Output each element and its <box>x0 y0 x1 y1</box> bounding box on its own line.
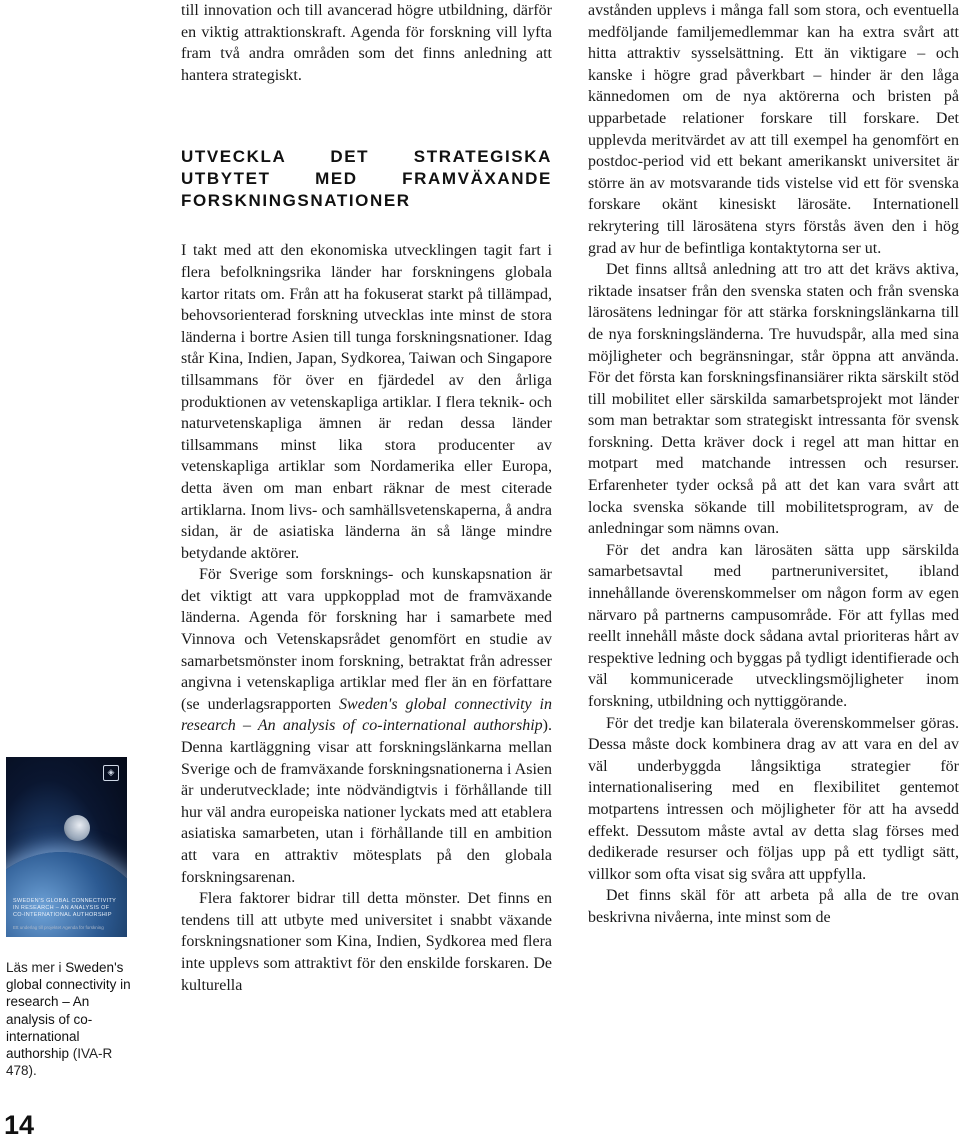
body-paragraph: Det finns skäl för att arbeta på alla de tre ovan beskrivna nivåerna, inte minst som de <box>588 887 959 926</box>
body-paragraph: Det finns alltså anledning att tro att det krävs aktiva, riktade insatser från den svenska staten och från svenska lärosätens ledningar för att stärka forskningslänkarna till de nya forskningsländerna. Tre huvudspår, alla med sina möjligheter och begränsningar, står öppna att använda. För det första kan forskningsfinansiärer rikta särskilt stöd till mobilitet eller särskilda samarbetsprojekt mot länder som man betraktar som strategiskt intressanta för svensk forskning. Detta kräver dock i regel att man hittar en motpart med matchande intressen och resurser. Erfarenheter tyder också på att det kan vara svårt att locka svenska sökande till mobilitetsprogram, av de anledningar som nämns ovan. <box>588 261 959 538</box>
cover-title-line: CO-INTERNATIONAL AUTHORSHIP <box>13 912 112 918</box>
caption-suffix: (IVA-R 478). <box>6 1046 113 1079</box>
sidebar-caption <box>6 959 131 1079</box>
cover-title <box>13 898 121 919</box>
report-cover-image <box>6 757 127 937</box>
report-title-italic: Sweden's global connectivity in research – An analysis of co-international authorship <box>181 695 552 735</box>
paragraph-text: ). Denna kartläggning visar att forskningslänkarna mellan Sverige och de framväxande forskningsnationerna i Asien är underutvecklade; inte nödvändigtvis i förhållande till hur väl andra europeiska nationer lyckats med att etablera asiatiska samarbeten, utan i förhållande till en ambition att vara en attraktiv mötesplats på den globala forskningsarenan. <box>181 717 552 886</box>
body-paragraph: För det tredje kan bilaterala överenskommelser göras. Dessa måste dock kombinera drag av att vara en del av väl underbyggda långsiktiga strategier för internationalisering med en flexibilitet gentemot motpartens intressen och möjligheter för att ha avsedd effekt. Dessutom måste avtal av detta slag förses med dedikerade resurser och följas upp på ett tydligt sätt, villkor som ofta visat sig svåra att uppfylla. <box>588 714 959 883</box>
body-paragraph: avstånden upplevs i många fall som stora, och eventuella medföljande familjemedlemmar kan ha extra svårt att hitta attraktiv sysselsättning. Ett än viktigare – och kanske i högre grad påverkbart – hinder är den låga kännedomen om de nya aktörerna och bristen på upparbetade relationer forskare till forskare. Det upplevda meritvärdet av att till exempel ha genomfört en postdoc-period vid ett bekant amerikanskt universitet är större än av motsvarande tids vistelse vid ett för svenska forskare okänt kinesiskt lärosäte. Internationell rekrytering till lärosätena styrs förstås även den i hög grad av hur de befintliga kontaktytorna ser ut. <box>588 2 959 257</box>
moon-graphic <box>64 815 90 841</box>
section-heading: UTVECKLA DET STRATEGISKA UTBYTET MED FRAMVÄXANDE FORSKNINGSNATIONER <box>181 147 552 211</box>
cover-subtitle: Ett underlag till projektet Agenda för forskning <box>13 925 104 930</box>
body-paragraph: I takt med att den ekonomiska utvecklingen tagit fart i flera befolkningsrika länder har forskningens globala kartor ritats om. Från att ha fokuserat starkt på tillämpad, behovsorienterad forskning utvecklas inte minst de stora länderna i bortre Asien till tunga forskningsnationer. Idag står Kina, Indien, Japan, Sydkorea, Taiwan och Singapore tillsammans för över en fjärdedel av den årliga produktionen av vetenskapliga artiklar. I flera teknik- och naturvetenskapliga ämnen är redan dessa länder tillsammans minst lika stora producenter av vetenskapliga artiklar som Nordamerika eller Europa, detta även om man enbart räknar de mest citerade artiklarna. Inom livs- och samhällsvetenskaperna, å andra sidan, är de asiatiska länderna än så länge mindre betydande aktörer. <box>181 242 552 562</box>
intro-paragraph: till innovation och till avancerad högre utbildning, därför en viktig attraktionskraft. Agenda för forskning vill lyfta fram två andra områden som det finns anledning att hantera strategiskt. <box>181 2 552 84</box>
middle-column <box>181 0 552 996</box>
body-paragraph: För det andra kan lärosäten sätta upp särskilda samarbetsavtal med partneruniversitet, ibland innehållande överenskommelser om någon form av egen närvaro på partnerns campusområde. För att fyllas med reellt innehåll måste dock sådana avtal prioriteras hårt av respektive ledning och byggas på tydligt identifierade och väl kommunicerade utvecklingsmöjligheter inom forskning, utbildning och nyttiggörande. <box>588 541 959 710</box>
right-column <box>588 0 959 929</box>
body-paragraph: Flera faktorer bidrar till detta mönster. Det finns en tendens till att utbyte med universitet i snabbt växande forskningsnationer som Kina, Indien, Sydkorea med flera inte upplevs som attraktivt för den enskilde forskaren. De kulturella <box>181 890 552 994</box>
caption-report-title: Sweden's global connectivity in research – An analysis of co-international authorship <box>6 960 131 1062</box>
iva-logo-icon: ◈ <box>103 765 119 781</box>
page-number: 14 <box>4 1110 35 1140</box>
paragraph-text: För Sverige som forsknings- och kunskapsnation är det viktigt att vara uppkopplad mot de framväxande länderna. Agenda för forskning har i samarbete med Vinnova och Vetenskapsrådet genomfört en studie av samarbetsmönster inom forskning, betraktat från adresser angivna i vetenskapliga artiklar med fler än en författare (se underlagsrapporten <box>181 566 552 713</box>
cover-title-line: SWEDEN'S GLOBAL CONNECTIVITY <box>13 898 117 904</box>
caption-prefix: Läs mer i <box>6 960 66 975</box>
cover-title-line: IN RESEARCH – AN ANALYSIS OF <box>13 905 110 911</box>
body-paragraph <box>181 564 552 888</box>
